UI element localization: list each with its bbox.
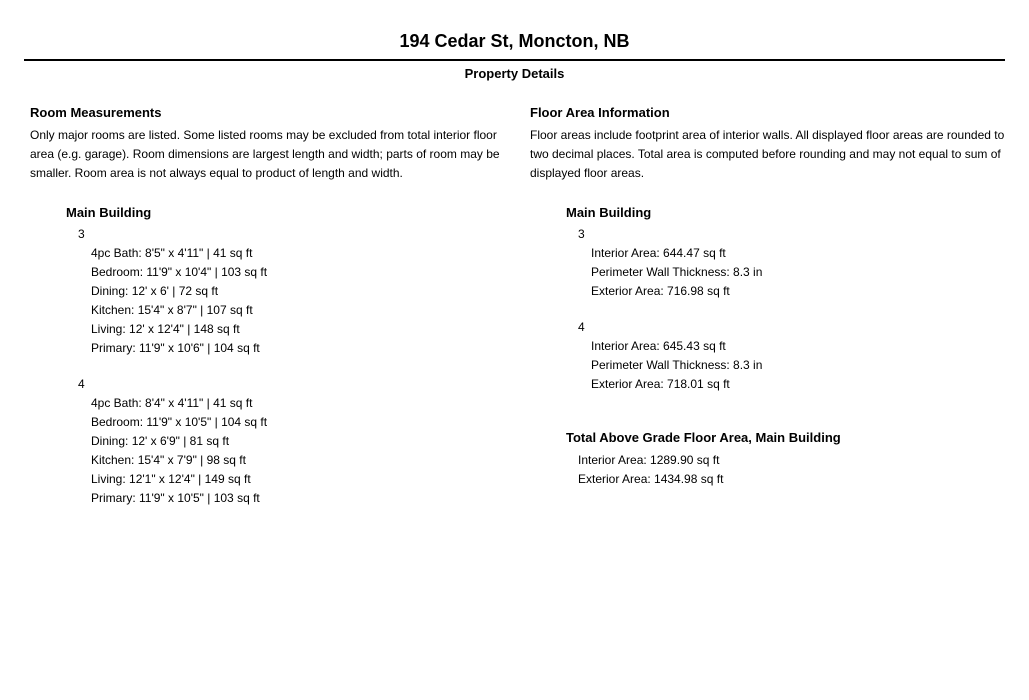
floor-area-building: [530, 205, 1006, 394]
room-measurement-line: Living: 12' x 12'4" | 148 sq ft: [91, 322, 240, 336]
floor-4-areas: [530, 318, 1006, 394]
room-measurement-line: Primary: 11'9" x 10'5" | 103 sq ft: [91, 491, 260, 505]
floor-area-line: Interior Area: 645.43 sq ft: [591, 339, 726, 353]
floor-area-line: Exterior Area: 718.01 sq ft: [591, 377, 730, 391]
room-measurement-line: Kitchen: 15'4" x 8'7" | 107 sq ft: [91, 303, 253, 317]
building-heading: Main Building: [566, 205, 652, 220]
page-subtitle: Property Details: [464, 66, 565, 81]
floor-4-rooms: [30, 375, 506, 508]
room-measurement-line: Primary: 11'9" x 10'6" | 104 sq ft: [91, 341, 260, 355]
floor-number: 4: [578, 320, 585, 334]
room-measurement-line: Dining: 12' x 6' | 72 sq ft: [91, 284, 219, 298]
page-title: 194 Cedar St, Moncton, NB: [399, 31, 630, 51]
room-measurements-description: Only major rooms are listed. Some listed rooms may be excluded from total interior floor area (e.g. garage). Room dimensions are largest length and width; parts of room may be smaller. Room area is not always equal to product of length and width.: [30, 128, 500, 180]
page-header: [0, 30, 1029, 82]
floor-number: 3: [578, 227, 585, 241]
floor-number: 3: [78, 227, 85, 241]
floor-area-list: [591, 337, 1006, 394]
floor-area-list: [591, 244, 1006, 301]
floor-area-line: Exterior Area: 716.98 sq ft: [591, 284, 730, 298]
floor-3-areas: [530, 225, 1006, 301]
room-measurements-section: [30, 105, 506, 508]
content-columns: [0, 105, 1029, 508]
floor-number: 4: [78, 377, 85, 391]
room-measurement-line: 4pc Bath: 8'5" x 4'11" | 41 sq ft: [91, 246, 253, 260]
room-measurement-line: Bedroom: 11'9" x 10'4" | 103 sq ft: [91, 265, 268, 279]
room-list: [91, 244, 506, 358]
room-list: [91, 394, 506, 508]
total-area-list: [578, 451, 1006, 489]
room-measurement-line: Bedroom: 11'9" x 10'5" | 104 sq ft: [91, 415, 268, 429]
floor-area-line: Perimeter Wall Thickness: 8.3 in: [591, 265, 763, 279]
room-measurements-heading: Room Measurements: [30, 105, 162, 120]
floor-area-description: Floor areas include footprint area of interior walls. All displayed floor areas are rounded to two decimal places. Total area is computed before rounding and may not equal to sum of displayed floor areas.: [530, 128, 1005, 180]
room-measurement-line: 4pc Bath: 8'4" x 4'11" | 41 sq ft: [91, 396, 253, 410]
floor-3-rooms: [30, 225, 506, 358]
floor-area-line: Interior Area: 644.47 sq ft: [591, 246, 726, 260]
floor-area-section: [530, 105, 1006, 508]
header-divider: [24, 59, 1005, 61]
total-area-line: Interior Area: 1289.90 sq ft: [578, 453, 720, 467]
floor-area-heading: Floor Area Information: [530, 105, 670, 120]
total-heading: Total Above Grade Floor Area, Main Building: [566, 430, 841, 445]
room-measurement-line: Living: 12'1" x 12'4" | 149 sq ft: [91, 472, 251, 486]
building-heading: Main Building: [66, 205, 152, 220]
room-measurements-building: [30, 205, 506, 508]
room-measurement-line: Dining: 12' x 6'9" | 81 sq ft: [91, 434, 230, 448]
floor-area-line: Perimeter Wall Thickness: 8.3 in: [591, 358, 763, 372]
total-area-line: Exterior Area: 1434.98 sq ft: [578, 472, 724, 486]
room-measurement-line: Kitchen: 15'4" x 7'9" | 98 sq ft: [91, 453, 246, 467]
total-above-grade-block: [530, 430, 1006, 489]
